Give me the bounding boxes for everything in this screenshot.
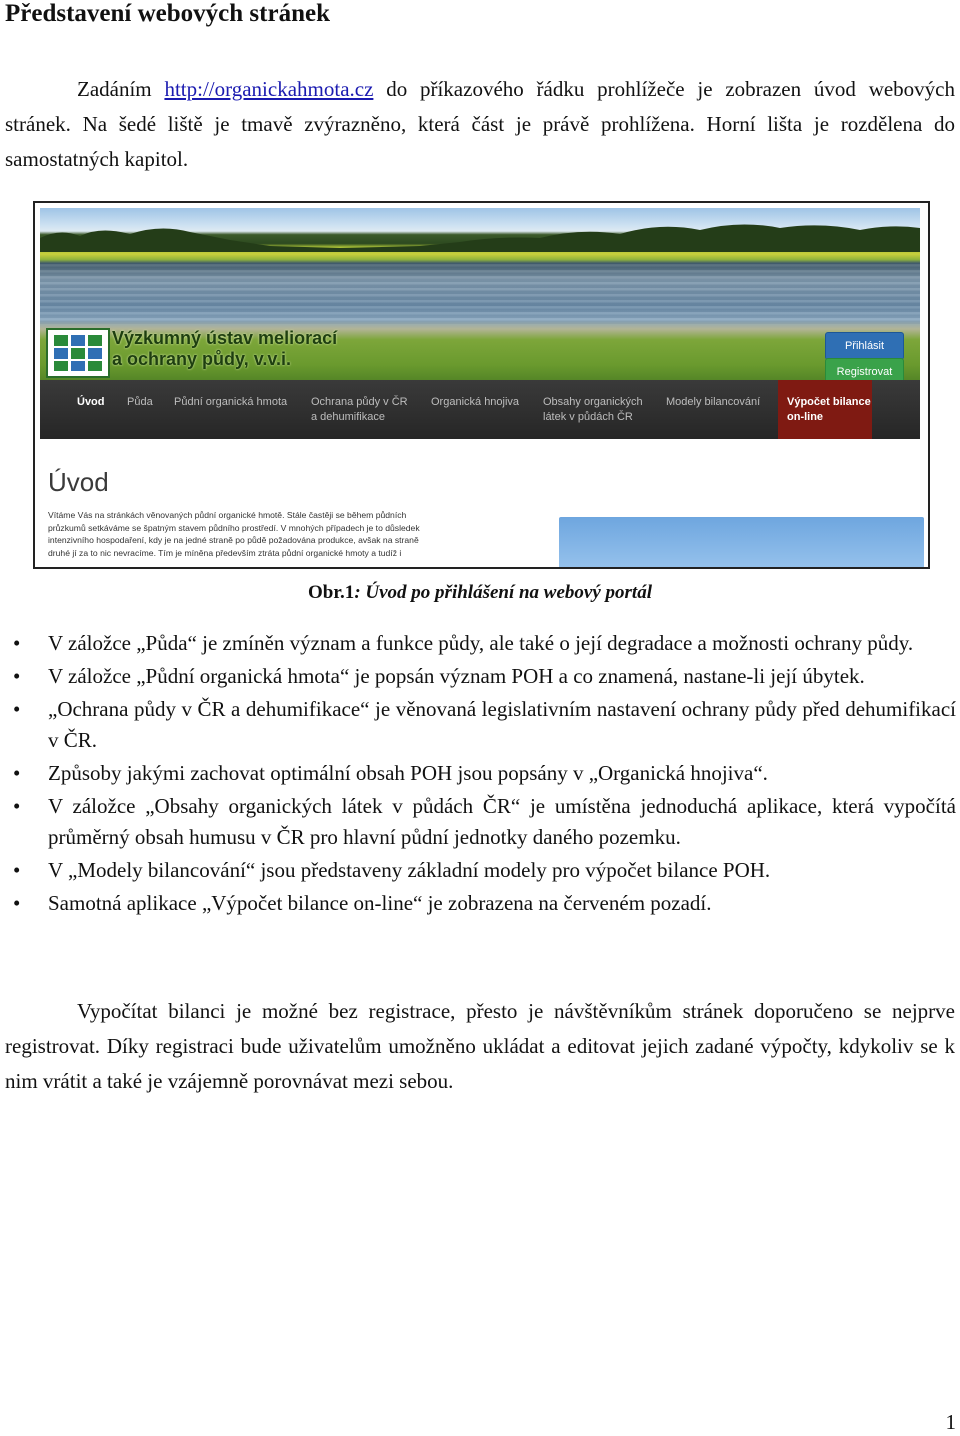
nav-item-ochrana-pudy[interactable]: Ochrana půdy v ČR a dehumifikace [311,396,408,423]
nav-item-organicka-hnojiva[interactable]: Organická hnojiva [431,396,520,408]
nav-item-puda[interactable]: Půda [127,396,153,408]
list-item: • V „Modely bilancování“ jsou představeny základní modely pro výpočet bilance POH. [0,855,956,886]
website-screenshot-figure [33,201,930,569]
nav-item-vypocet-bilance[interactable]: Výpočet bilance on-line [778,380,872,439]
intro-paragraph [5,72,955,177]
closing-paragraph [5,994,955,1099]
login-button[interactable]: Přihlásit [825,332,904,360]
intro-text-after: do příkazového řádku prohlížeče je zobrazen úvod webových stránek. Na šedé liště je tmavě zvýrazněno, která část je právě prohlížena. Horní lišta je rozdělena do samostatných kapitol. [5,77,955,171]
nav-item-uvod[interactable]: Úvod [77,396,105,408]
caption-label: Obr.1 [308,582,355,603]
list-item: • Samotná aplikace „Výpočet bilance on-line“ je zobrazena na červeném pozadí. [0,888,956,919]
hero-landscape-image [40,208,920,386]
list-item: • V záložce „Obsahy organických látek v půdách ČR“ je umístěna jednoduchá aplikace, která vypočítá průměrný obsah humusu v ČR pro hlavní půdní jednotky daného pozemku. [0,791,956,853]
screenshot-side-image [559,517,924,569]
list-item: • Způsoby jakými zachovat optimální obsah POH jsou popsány v „Organická hnojiva“. [0,758,956,789]
main-nav-bar [40,380,920,439]
list-item: • V záložce „Půdní organická hmota“ je popsán význam POH a co znamená, nastane-li její úbytek. [0,661,956,692]
nav-item-obsahy-organickych-latek[interactable]: Obsahy organických látek v půdách ČR [543,396,643,423]
list-item: • „Ochrana půdy v ČR a dehumifikace“ je věnovaná legislativním nastavení ochrany půdy před dehumifikací v ČR. [0,694,956,756]
figure-caption [0,582,960,604]
institute-name-line2: a ochrany půdy, v.v.i. [112,349,292,369]
list-item: • V záložce „Půda“ je zmíněn význam a funkce půdy, ale také o její degradace a možnosti ochrany půdy. [0,628,956,659]
screenshot-welcome-text: Vítáme Vás na stránkách věnovaných půdní organické hmotě. Stále častěji se během půdních průzkumů setkáváme se špatným stavem půdního prostředí. V mnohých případech je to důsledek intenzivního hospodaření, kdy je na jedné straně po půdě požadována produkce, avšak na straně druhé jí za to nic nevracíme. Tím je míněna především ztráta půdní organické hmoty a tudíž i [48,510,420,558]
nav-item-modely-bilancovani[interactable]: Modely bilancování [666,396,761,408]
intro-text-before: Zadáním [77,77,165,101]
nav-item-pudni-organicka-hmota[interactable]: Půdní organická hmota [174,396,288,408]
lake-water [40,264,920,324]
bullet-list [0,628,960,921]
caption-text: : Úvod po přihlášení na webový portál [354,582,652,603]
site-link[interactable]: http://organickahmota.cz [164,77,374,101]
institute-logo-icon [46,328,110,378]
document-title: Představení webových stránek [5,0,330,27]
page-number: 1 [945,1410,956,1434]
screenshot-page-heading: Úvod [48,467,109,497]
institute-name [112,328,337,370]
register-button[interactable]: Registrovat [825,358,904,386]
forest-silhouette [40,220,920,252]
closing-text: Vypočítat bilanci je možné bez registrace, přesto je návštěvníkům stránek doporučeno se nejprve registrovat. Díky registraci bude uživatelům umožněno ukládat a editovat jejich zadané výpočty, kdykoliv se k nim vrátit a také je vzájemně porovnávat mezi sebou. [5,999,955,1093]
institute-name-line1: Výzkumný ústav meliorací [112,328,338,348]
